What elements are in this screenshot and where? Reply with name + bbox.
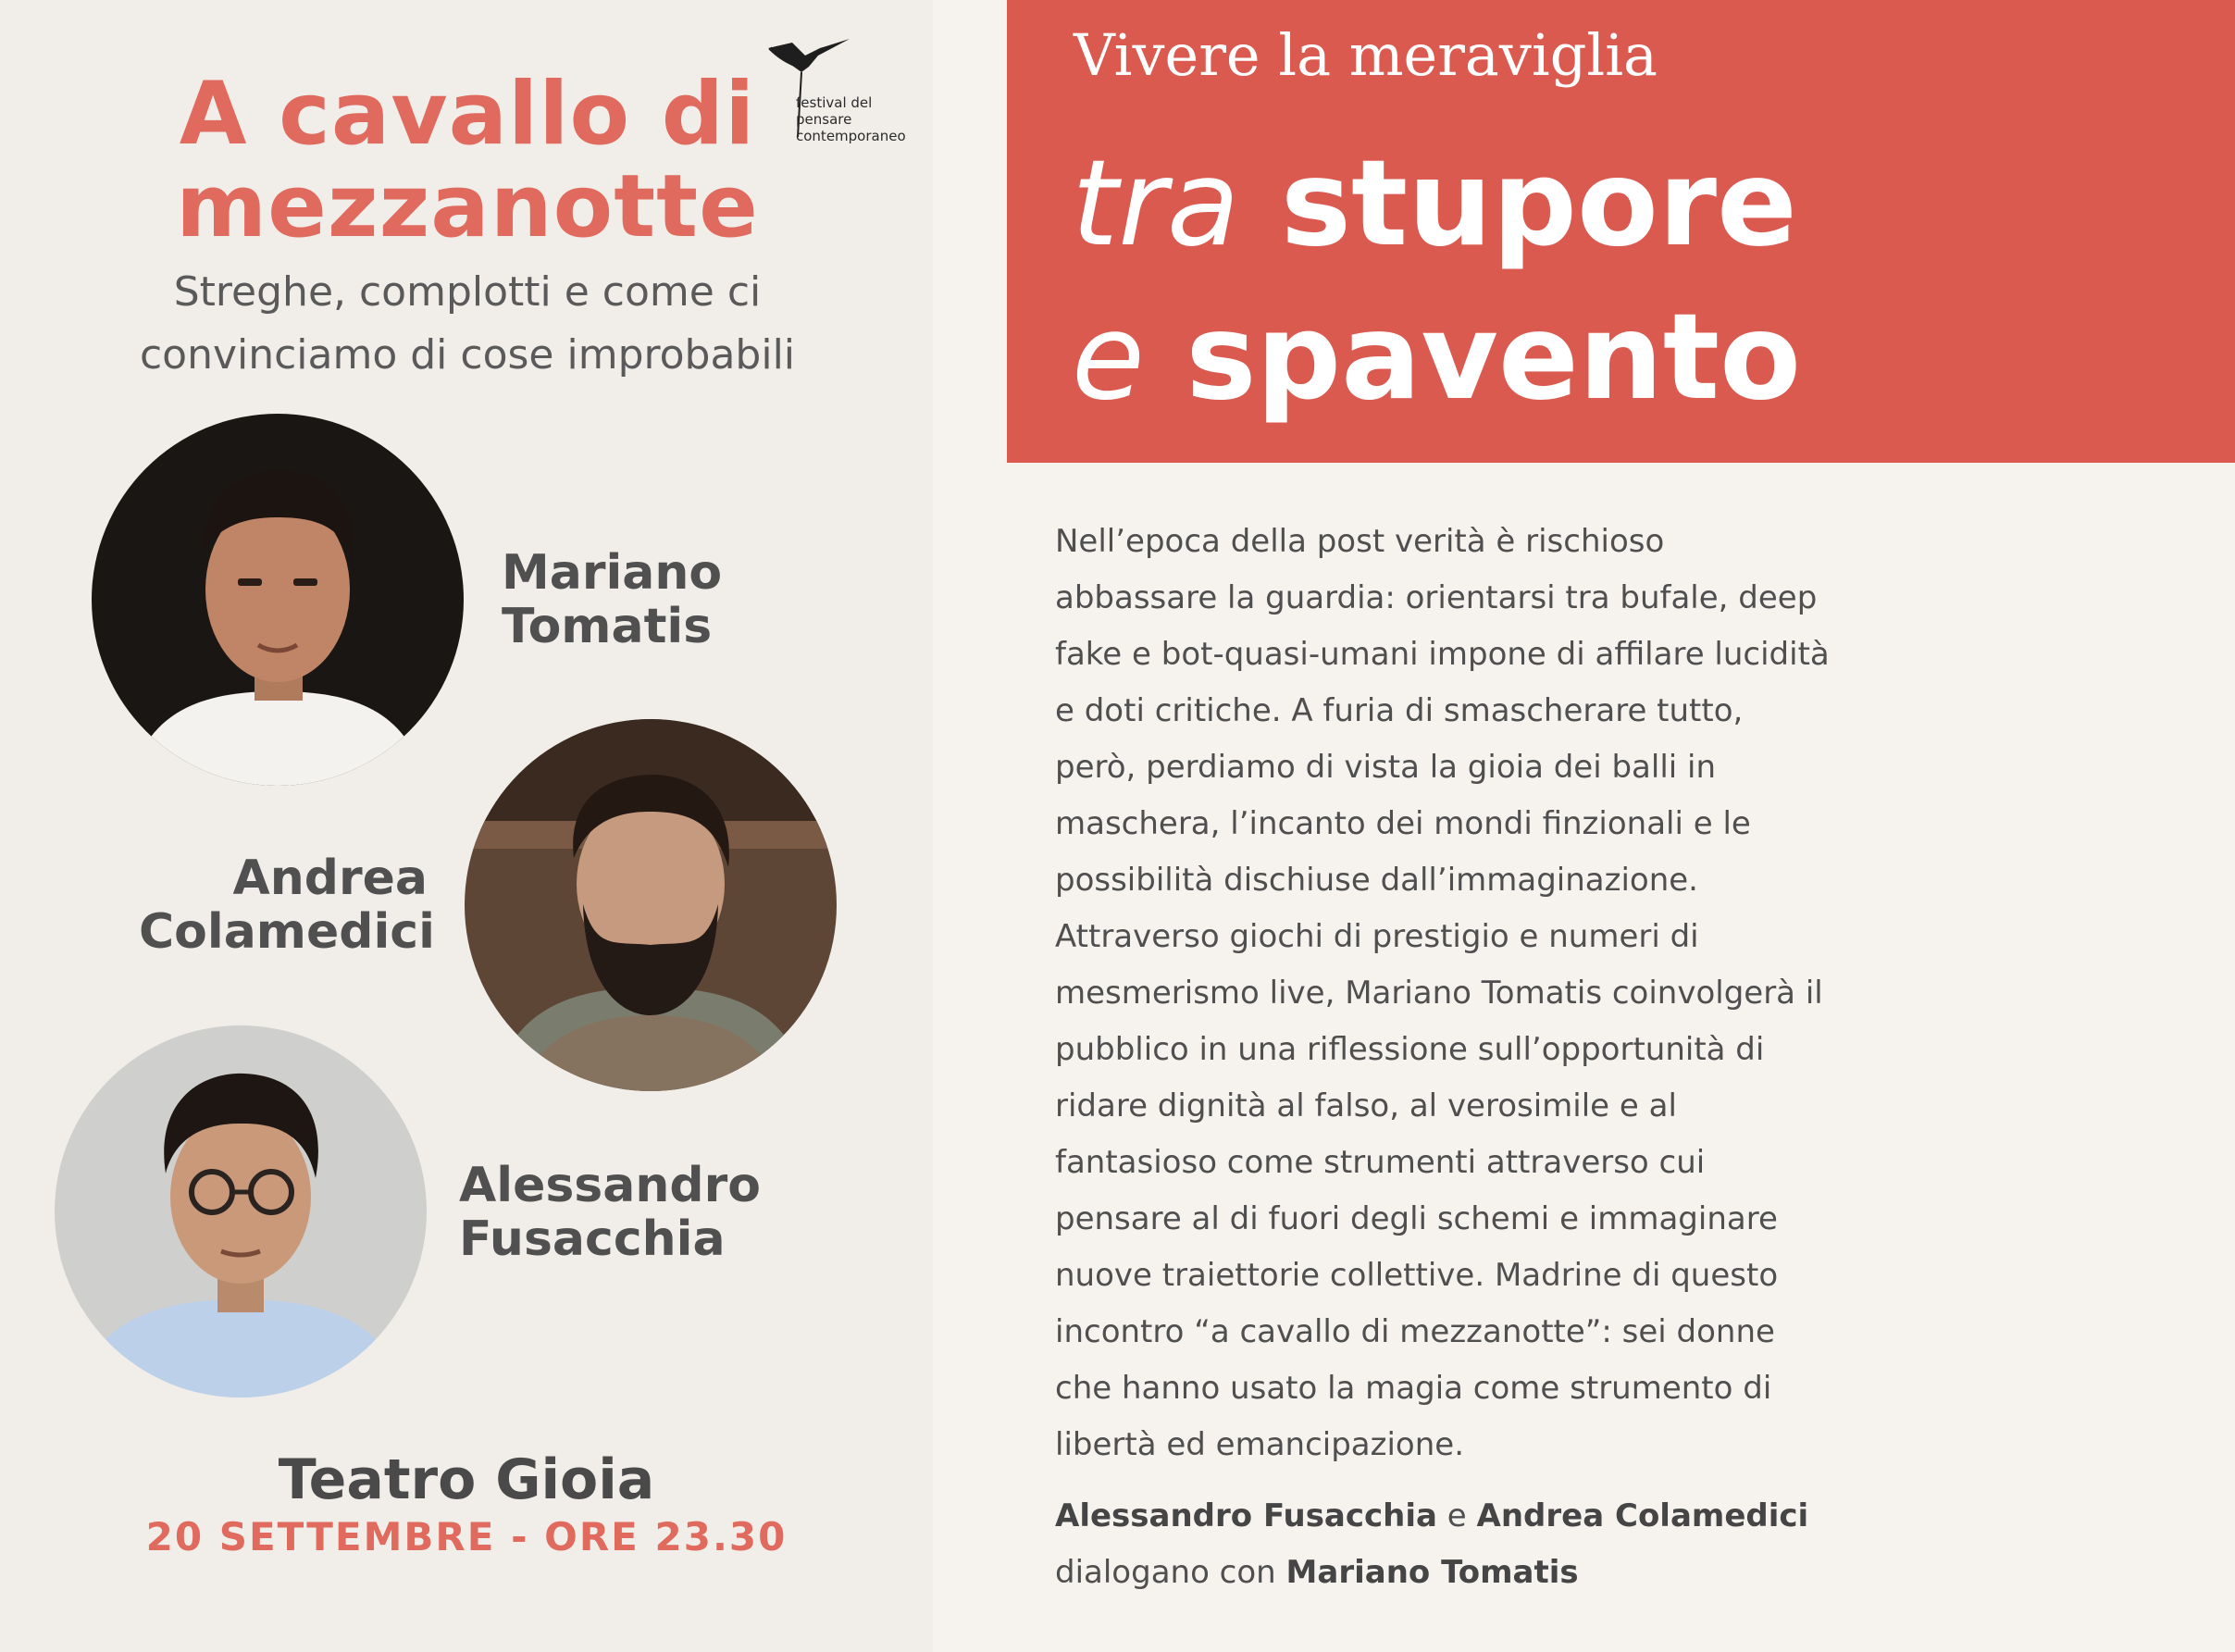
event-venue: Teatro Gioia bbox=[278, 1447, 655, 1512]
speaker-photo-andrea bbox=[465, 719, 837, 1091]
article-body: Nell’epoca della post verità è rischioso abbassare la guardia: orientarsi tra bufale, deep fake e bot-quasi-umani impone di affilare lucidità e doti critiche. A furia di smascherare tutto, però, perdiamo di vista la gioia dei balli in maschera, l’incanto dei mondi finzionali e le possibilità dischiuse dall’immaginazione. Attraverso giochi di prestigio e numeri di mesmerismo live, Mariano Tomatis coinvolgerà il pubblico in una riflessione sull’opportunità di ridare dignità al falso, al verosimile e al fantasioso come strumenti attraverso cui pensare al di fuori degli schemi e immaginare nuove traiettorie collettive. Madrine di questo incontro “a cavallo di mezzanotte”: sei donne che hanno usato la magia come strumento di libertà ed emancipazione. bbox=[1055, 523, 1830, 1463]
speaker-photo-mariano bbox=[92, 414, 464, 786]
event-date: 20 SETTEMBRE - ORE 23.30 bbox=[145, 1514, 788, 1559]
headline-e: e bbox=[1072, 289, 1145, 427]
credit-name-alessandro: Alessandro Fusacchia bbox=[1055, 1497, 1437, 1534]
kicker: Vivere la meraviglia bbox=[1074, 21, 1658, 89]
headline-stupore: stupore bbox=[1280, 135, 1797, 273]
credit-name-andrea: Andrea Colamedici bbox=[1476, 1497, 1809, 1534]
headline-banner bbox=[1007, 0, 2235, 463]
headline-tra: tra bbox=[1072, 135, 1240, 273]
speaker-name-mariano: Mariano Tomatis bbox=[502, 545, 723, 654]
speaker-photo-alessandro bbox=[55, 1025, 427, 1397]
article-credits bbox=[1055, 1488, 1832, 1601]
credit-and: e bbox=[1447, 1497, 1467, 1534]
festival-logo-text: festival del pensare contemporaneo bbox=[796, 94, 906, 144]
headline-spavento: spavento bbox=[1186, 289, 1801, 427]
headline bbox=[1072, 128, 1801, 435]
speaker-name-alessandro: Alessandro Fusacchia bbox=[459, 1158, 761, 1267]
credit-verb: dialogano con bbox=[1055, 1554, 1276, 1591]
poster-subtitle: Streghe, complotti e come ci convinciamo di cose improbabili bbox=[139, 268, 796, 379]
speaker-name-andrea: Andrea Colamedici bbox=[139, 851, 435, 960]
credit-name-mariano: Mariano Tomatis bbox=[1285, 1554, 1579, 1591]
event-poster bbox=[0, 0, 933, 1652]
poster-title: A cavallo di mezzanotte bbox=[176, 64, 759, 257]
